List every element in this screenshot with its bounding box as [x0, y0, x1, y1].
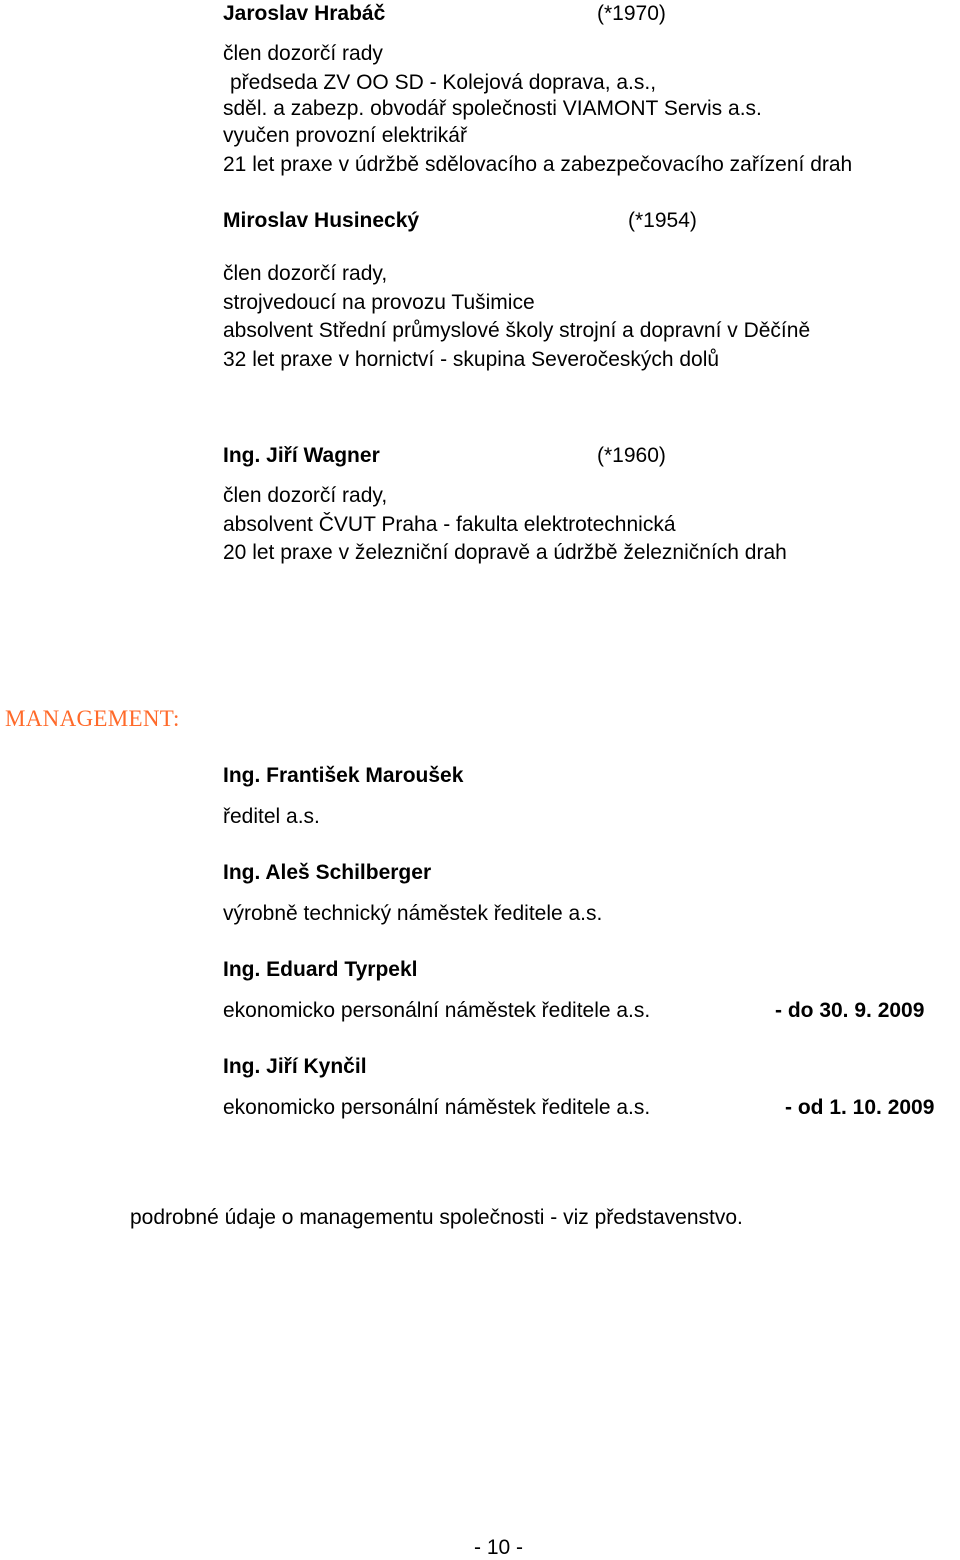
- member-detail-line: sděl. a zabezp. obvodář společnosti VIAMONT Servis a.s.: [223, 97, 762, 120]
- manager-name: Ing. Eduard Tyrpekl: [223, 958, 418, 981]
- member-birth-year: (*1970): [597, 2, 666, 25]
- manager-role: ekonomicko personální náměstek ředitele a.s.: [223, 1096, 651, 1119]
- member-birth-year: (*1960): [597, 444, 666, 467]
- member-detail-line: předseda ZV OO SD - Kolejová doprava, a.s.,: [230, 71, 657, 94]
- footer-note: podrobné údaje o managementu společnosti - viz představenstvo.: [130, 1206, 743, 1229]
- member-name: Ing. Jiří Wagner: [223, 444, 380, 467]
- manager-role: ředitel a.s.: [223, 805, 320, 828]
- member-detail-line: vyučen provozní elektrikář: [223, 124, 467, 147]
- management-heading: MANAGEMENT:: [5, 706, 180, 731]
- member-detail-line: absolvent ČVUT Praha - fakulta elektrotechnická: [223, 513, 676, 536]
- member-detail-line: absolvent Střední průmyslové školy strojní a dopravní v Děčíně: [223, 319, 811, 342]
- member-birth-year: (*1954): [628, 209, 697, 232]
- manager-name: Ing. František Maroušek: [223, 764, 464, 787]
- member-detail-line: 20 let praxe v železniční dopravě a údržbě železničních drah: [223, 541, 787, 564]
- manager-term-note: - od 1. 10. 2009: [785, 1096, 935, 1119]
- member-detail-line: strojvedoucí na provozu Tušimice: [223, 291, 535, 314]
- member-name: Miroslav Husinecký: [223, 209, 420, 232]
- manager-role: výrobně technický náměstek ředitele a.s.: [223, 902, 603, 925]
- member-detail-line: člen dozorčí rady,: [223, 484, 388, 507]
- member-name: Jaroslav Hrabáč: [223, 2, 386, 25]
- member-detail-line: člen dozorčí rady: [223, 42, 383, 65]
- manager-role: ekonomicko personální náměstek ředitele a.s.: [223, 999, 651, 1022]
- page-number: - 10 -: [474, 1536, 524, 1559]
- manager-name: Ing. Aleš Schilberger: [223, 861, 432, 884]
- member-detail-line: 21 let praxe v údržbě sdělovacího a zabezpečovacího zařízení drah: [223, 153, 853, 176]
- manager-term-note: - do 30. 9. 2009: [775, 999, 925, 1022]
- manager-name: Ing. Jiří Kynčil: [223, 1055, 367, 1078]
- member-detail-line: 32 let praxe v hornictví - skupina Severočeských dolů: [223, 348, 720, 371]
- member-detail-line: člen dozorčí rady,: [223, 262, 388, 285]
